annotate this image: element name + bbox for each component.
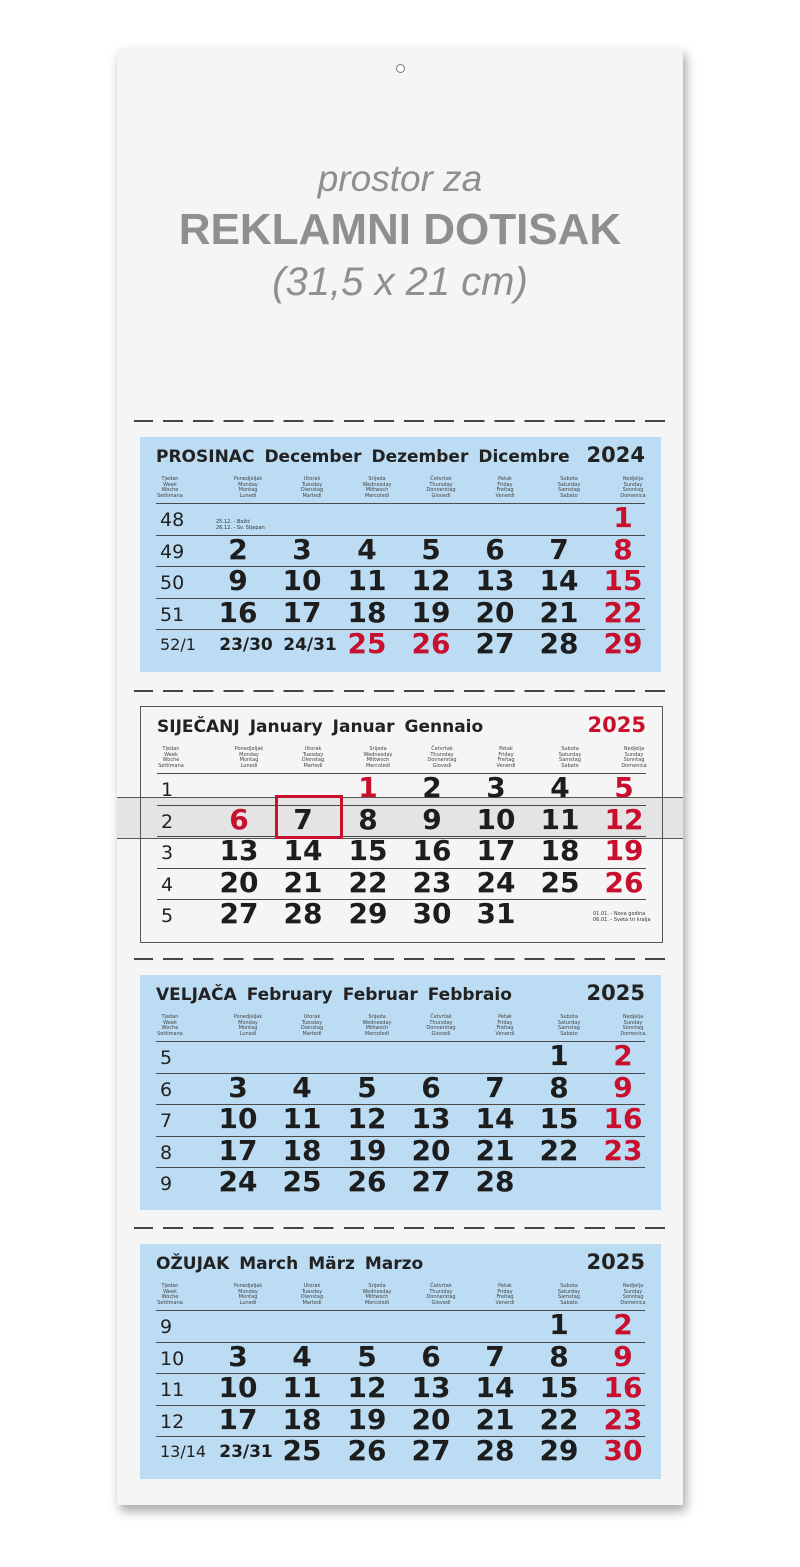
calendar-day[interactable]: 1	[549, 1039, 569, 1072]
week-number: 50	[160, 572, 185, 594]
calendar-day[interactable]: 4	[292, 1339, 312, 1373]
calendar-day[interactable]: 18	[347, 595, 387, 629]
weekday-header: Srijeda Wednesday Mittwoch Mercoledì	[363, 746, 393, 769]
weekday-header: Ponedjeljak Monday Montag Lunedì	[233, 1014, 263, 1037]
calendar-day[interactable]: 12	[347, 1102, 387, 1135]
calendar-day[interactable]: 13	[411, 1102, 451, 1135]
calendar-day[interactable]: 23	[603, 1133, 643, 1167]
calendar-day[interactable]: 19	[604, 834, 644, 867]
weekday-header: Petak Friday Freitag Venerdì	[495, 1283, 515, 1306]
calendar-day[interactable]: 10	[218, 1371, 258, 1404]
week-number: 5	[161, 905, 174, 927]
calendar-day[interactable]: 19	[411, 595, 451, 629]
calendar-day[interactable]: 11	[282, 1102, 322, 1135]
calendar-day[interactable]: 28	[475, 1434, 515, 1467]
calendar-day[interactable]: 21	[283, 865, 323, 899]
weekday-header: Utorak Tuesday Dienstag Martedì	[300, 1014, 324, 1037]
holiday-notes: 25.12. - Božić 26.12. - Sv. Stjepan	[216, 519, 265, 531]
calendar-day[interactable]: 17	[218, 1133, 258, 1167]
calendar-day[interactable]: 3	[292, 532, 312, 566]
weekday-header: Srijeda Wednesday Mittwoch Mercoledì	[362, 476, 392, 499]
calendar-day[interactable]: 8	[613, 532, 633, 566]
week-number: 13/14	[160, 1442, 207, 1461]
month-year: 2025	[587, 713, 646, 737]
weekday-header: Tjedan Week Woche Settimana	[157, 476, 183, 499]
weekday-header: Tjedan Week Woche Settimana	[157, 1283, 183, 1306]
calendar-day[interactable]: 27	[411, 1434, 451, 1467]
calendar-day[interactable]: 26	[347, 1434, 387, 1467]
calendar-day[interactable]: 8	[549, 1339, 569, 1373]
calendar-day[interactable]: 8	[358, 802, 378, 836]
calendar-day[interactable]: 9	[613, 1339, 633, 1373]
month-name: February	[246, 985, 333, 1005]
weekday-header: Nedjelja Sunday Sonntag Domenica	[620, 476, 646, 499]
calendar-day[interactable]: 25	[282, 1165, 322, 1198]
calendar-day[interactable]: 5	[357, 1339, 377, 1373]
calendar-day[interactable]: 25	[347, 627, 387, 660]
calendar-day[interactable]: 11	[282, 1371, 322, 1404]
weekday-header: Tjedan Week Woche Settimana	[158, 746, 184, 769]
calendar-day[interactable]: 23	[412, 865, 452, 899]
weekday-header: Utorak Tuesday Dienstag Martedì	[300, 1283, 324, 1306]
row-divider	[156, 503, 645, 504]
calendar-day[interactable]: 24	[218, 1165, 258, 1198]
calendar-day[interactable]: 4	[292, 1070, 312, 1104]
calendar-day[interactable]: 6	[421, 1339, 441, 1373]
weekday-header: Nedjelja Sunday Sonntag Domenica	[620, 1014, 646, 1037]
weekday-header: Petak Friday Freitag Venerdì	[495, 1014, 515, 1037]
calendar-day[interactable]: 3	[228, 1339, 248, 1373]
week-number: 12	[160, 1410, 185, 1433]
month-name: Febbraio	[427, 985, 512, 1005]
week-number: 3	[161, 842, 174, 864]
calendar-day[interactable]: 11	[347, 564, 387, 597]
weekday-header: Subota Saturday Samstag Sabato	[557, 1014, 581, 1037]
calendar-day[interactable]: 19	[347, 1402, 387, 1436]
weekday-header: Petak Friday Freitag Venerdì	[496, 746, 516, 769]
calendar-day[interactable]: 21	[475, 1133, 515, 1167]
calendar-day[interactable]: 13	[411, 1371, 451, 1404]
calendar-day[interactable]: 4	[357, 532, 377, 566]
week-number: 8	[160, 1141, 173, 1164]
calendar-day[interactable]: 30	[412, 897, 452, 930]
week-number: 48	[160, 509, 185, 531]
calendar-day[interactable]: 29	[603, 627, 643, 660]
cut-line	[134, 958, 670, 960]
calendar-day[interactable]: 5	[357, 1070, 377, 1104]
calendar-day[interactable]: 16	[218, 595, 258, 629]
calendar-day[interactable]: 20	[475, 595, 515, 629]
calendar-day[interactable]: 12	[411, 564, 451, 597]
ad-line-1: prostor za	[317, 158, 483, 199]
calendar-day[interactable]: 18	[282, 1402, 322, 1436]
calendar-day[interactable]: 22	[603, 595, 643, 629]
weekday-header: Srijeda Wednesday Mittwoch Mercoledì	[362, 1283, 392, 1306]
ad-line-3: (31,5 x 21 cm)	[272, 260, 528, 304]
calendar-day[interactable]: 27	[411, 1165, 451, 1198]
calendar-day[interactable]: 1	[613, 501, 633, 534]
calendar-day[interactable]: 24	[476, 865, 516, 899]
calendar-day[interactable]: 13	[219, 834, 259, 867]
calendar-day[interactable]: 27	[219, 897, 259, 930]
calendar-day[interactable]: 9	[613, 1070, 633, 1104]
calendar-day[interactable]: 14	[283, 834, 323, 867]
calendar-day[interactable]: 19	[347, 1133, 387, 1167]
calendar-day[interactable]: 13	[475, 564, 515, 597]
calendar-day[interactable]: 25	[282, 1434, 322, 1467]
month-name: December	[264, 447, 362, 467]
calendar-day[interactable]: 7	[549, 532, 569, 566]
weekday-header: Subota Saturday Samstag Sabato	[557, 1283, 581, 1306]
weekday-header: Ponedjeljak Monday Montag Lunedì	[233, 1283, 263, 1306]
week-number: 49	[160, 540, 185, 563]
week-number: 4	[161, 873, 174, 896]
calendar-day[interactable]: 31	[476, 897, 516, 930]
weekday-header: Subota Saturday Samstag Sabato	[558, 746, 582, 769]
calendar-day[interactable]: 17	[282, 595, 322, 629]
calendar-day[interactable]: 30	[603, 1434, 643, 1467]
calendar-day[interactable]: 11	[540, 802, 580, 836]
month-block	[140, 1244, 661, 1479]
month-name: Dicembre	[478, 447, 570, 467]
holiday-notes: 01.01. - Nova godina 06.01. - Sveta tri kralja	[593, 911, 651, 923]
calendar-day[interactable]: 29	[348, 897, 388, 930]
month-year: 2025	[586, 1250, 645, 1274]
month-name: Gennaio	[404, 717, 484, 737]
week-number: 5	[160, 1047, 173, 1069]
calendar-day[interactable]: 7	[293, 802, 313, 836]
week-number: 51	[160, 603, 185, 626]
calendar-day[interactable]: 1	[549, 1308, 569, 1341]
calendar-day[interactable]: 3	[486, 771, 506, 804]
weekday-header: Četvrtak Thursday Donnerstag Giovedì	[426, 476, 456, 499]
cut-line	[134, 690, 670, 692]
month-block	[140, 975, 661, 1210]
calendar-day[interactable]: 8	[549, 1070, 569, 1104]
calendar-day[interactable]: 7	[485, 1070, 505, 1104]
calendar-day[interactable]: 5	[614, 771, 634, 804]
calendar-day[interactable]: 2	[613, 1039, 633, 1072]
calendar-day[interactable]: 10	[476, 802, 516, 836]
calendar-day[interactable]: 5	[421, 532, 441, 566]
calendar-day[interactable]: 18	[540, 834, 580, 867]
calendar-day[interactable]: 14	[539, 564, 579, 597]
weekday-header: Utorak Tuesday Dienstag Martedì	[300, 476, 324, 499]
calendar-day[interactable]: 9	[422, 802, 442, 836]
calendar-day[interactable]: 15	[348, 834, 388, 867]
calendar-day[interactable]: 28	[283, 897, 323, 930]
calendar-day[interactable]: 22	[539, 1402, 579, 1436]
calendar-day[interactable]: 22	[539, 1133, 579, 1167]
calendar-day[interactable]: 17	[218, 1402, 258, 1436]
calendar-day[interactable]: 2	[422, 771, 442, 804]
weekday-header: Nedjelja Sunday Sonntag Domenica	[620, 1283, 646, 1306]
month-name: VELJAČA	[156, 985, 237, 1005]
calendar-day[interactable]: 20	[411, 1133, 451, 1167]
calendar-day[interactable]: 16	[603, 1371, 643, 1404]
hanging-hole	[396, 64, 405, 73]
calendar-day[interactable]: 6	[485, 532, 505, 566]
weekday-header: Četvrtak Thursday Donnerstag Giovedì	[426, 1014, 456, 1037]
calendar-day[interactable]: 3	[228, 1070, 248, 1104]
calendar-day[interactable]: 16	[603, 1102, 643, 1135]
calendar-day[interactable]: 22	[348, 865, 388, 899]
calendar-day[interactable]: 26	[347, 1165, 387, 1198]
month-title	[156, 985, 522, 1005]
calendar-day[interactable]: 17	[476, 834, 516, 867]
month-year: 2024	[586, 443, 645, 467]
week-number: 11	[160, 1379, 185, 1401]
weekday-header: Nedjelja Sunday Sonntag Domenica	[621, 746, 647, 769]
calendar-day[interactable]: 27	[475, 627, 515, 660]
weekday-header: Četvrtak Thursday Donnerstag Giovedì	[427, 746, 457, 769]
calendar-day[interactable]: 15	[539, 1371, 579, 1404]
calendar-day[interactable]: 28	[475, 1165, 515, 1198]
calendar-day[interactable]: 1	[358, 771, 378, 804]
week-number: 10	[160, 1347, 185, 1370]
calendar-day[interactable]: 23/30	[219, 635, 273, 655]
calendar-day[interactable]: 15	[539, 1102, 579, 1135]
calendar-day[interactable]: 20	[411, 1402, 451, 1436]
calendar-day[interactable]: 21	[539, 595, 579, 629]
calendar-day[interactable]: 2	[613, 1308, 633, 1341]
weekday-header: Petak Friday Freitag Venerdì	[495, 476, 515, 499]
ad-line-2: REKLAMNI DOTISAK	[178, 205, 622, 254]
month-name: Dezember	[371, 447, 469, 467]
week-number: 6	[160, 1078, 173, 1101]
month-name: March	[239, 1254, 299, 1274]
month-block	[140, 706, 663, 943]
calendar-day[interactable]: 14	[475, 1102, 515, 1135]
weekday-header: Tjedan Week Woche Settimana	[157, 1014, 183, 1037]
calendar-day[interactable]: 28	[539, 627, 579, 660]
month-title	[156, 447, 580, 467]
month-year: 2025	[586, 981, 645, 1005]
month-name: Marzo	[364, 1254, 424, 1274]
calendar-day[interactable]: 23	[603, 1402, 643, 1436]
calendar-day[interactable]: 20	[219, 865, 259, 899]
calendar-day[interactable]: 14	[475, 1371, 515, 1404]
calendar-day[interactable]: 21	[475, 1402, 515, 1436]
calendar-day[interactable]: 4	[550, 771, 570, 804]
current-day-marker	[275, 795, 343, 839]
month-title	[157, 717, 493, 737]
week-number: 9	[160, 1173, 173, 1195]
month-name: März	[308, 1254, 355, 1274]
calendar-day[interactable]: 26	[411, 627, 451, 660]
calendar-day[interactable]: 2	[228, 532, 248, 566]
weekday-header: Ponedjeljak Monday Montag Lunedì	[233, 476, 263, 499]
weekday-header: Subota Saturday Samstag Sabato	[557, 476, 581, 499]
calendar-day[interactable]: 26	[604, 865, 644, 899]
month-block	[140, 437, 661, 672]
calendar-day[interactable]: 23/31	[219, 1442, 273, 1462]
weekday-header: Četvrtak Thursday Donnerstag Giovedì	[426, 1283, 456, 1306]
calendar-day[interactable]: 12	[347, 1371, 387, 1404]
cut-line	[134, 420, 670, 422]
month-name: Januar	[332, 717, 395, 737]
calendar-day[interactable]: 6	[229, 802, 249, 836]
month-title	[156, 1254, 433, 1274]
cut-line	[134, 1227, 670, 1229]
calendar-day[interactable]: 9	[228, 564, 248, 597]
weekday-header: Ponedjeljak Monday Montag Lunedì	[234, 746, 264, 769]
week-number: 7	[160, 1110, 173, 1132]
calendar-day[interactable]: 6	[421, 1070, 441, 1104]
week-number: 52/1	[160, 635, 196, 654]
week-number: 9	[160, 1316, 173, 1338]
week-number: 2	[161, 810, 174, 833]
calendar-day[interactable]: 25	[540, 865, 580, 899]
calendar-day[interactable]: 10	[282, 564, 322, 597]
month-name: PROSINAC	[156, 447, 255, 467]
calendar-day[interactable]: 10	[218, 1102, 258, 1135]
calendar-day[interactable]: 16	[412, 834, 452, 867]
calendar-day[interactable]: 7	[485, 1339, 505, 1373]
calendar-day[interactable]: 24/31	[283, 635, 337, 655]
calendar-day[interactable]: 12	[604, 802, 644, 836]
weekday-header: Srijeda Wednesday Mittwoch Mercoledì	[362, 1014, 392, 1037]
month-name: January	[249, 717, 323, 737]
month-name: Februar	[342, 985, 418, 1005]
weekday-header: Utorak Tuesday Dienstag Martedì	[301, 746, 325, 769]
calendar-day[interactable]: 29	[539, 1434, 579, 1467]
month-name: SIJEČANJ	[157, 717, 240, 737]
month-name: OŽUJAK	[156, 1254, 230, 1274]
week-number: 1	[161, 779, 174, 801]
calendar-day[interactable]: 18	[282, 1133, 322, 1167]
calendar-day[interactable]: 15	[603, 564, 643, 597]
